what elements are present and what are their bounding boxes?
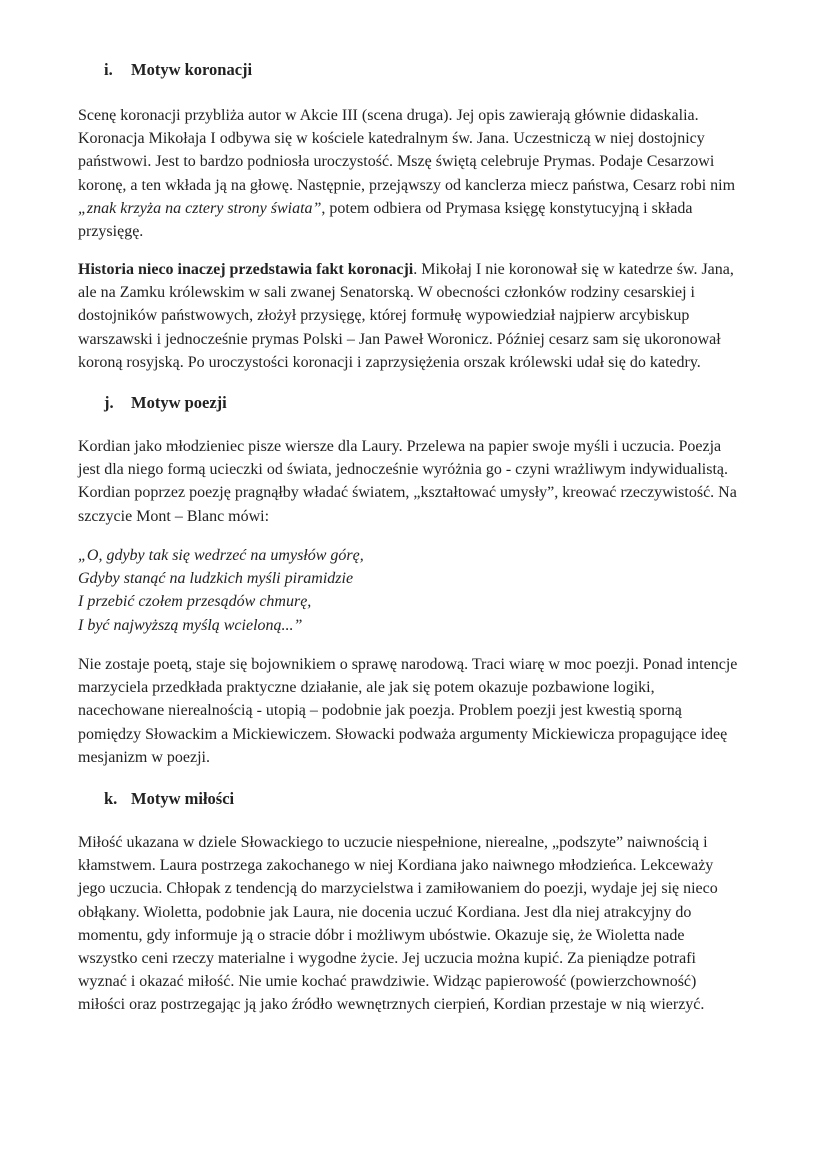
- text-line: [78, 481, 778, 504]
- text-line: [78, 723, 778, 746]
- text-segment: Koronacja Mikołaja I odbywa się w kościele katedralnym św. Jana. Uczestniczą w niej dostojnicy: [78, 130, 705, 148]
- text-line: [78, 854, 778, 877]
- italic-text: I być najwyższą myślą wcieloną...”: [78, 616, 303, 634]
- text-segment: ale na Zamku królewskim w sali zwanej Senatorską. W obecności członków rodziny cesarskiej i: [78, 284, 695, 302]
- text-segment: Kordian jako młodzieniec pisze wiersze dla Laury. Przelewa na papier swoje myśli i uczucia. Poezja: [78, 438, 722, 455]
- text-line: [78, 970, 778, 993]
- text-line: [78, 281, 778, 304]
- text-segment: obłąkany. Wioletta, podobnie jak Laura, nie docenia uczuć Kordiana. Jest dla niej atrakcyjny do: [78, 903, 692, 921]
- section-heading-milosc: [104, 789, 234, 809]
- text-segment: przysięgę.: [78, 223, 144, 241]
- paragraph: [78, 831, 778, 1017]
- text-line: [78, 435, 778, 458]
- section-number: i.: [104, 60, 113, 79]
- paragraph: [78, 258, 778, 374]
- text-segment: marzyciela przedkłada praktyczne działanie, ale jak się potem okazuje pozbawione logiki,: [78, 679, 655, 697]
- section-title: Motyw koronacji: [131, 60, 253, 79]
- text-segment: nacechowane nierealnością - utopią – podobnie jak poezja. Problem poezji jest kwestią sporną: [78, 702, 682, 720]
- italic-text: I przebić czołem przesądów chmurę,: [78, 593, 312, 611]
- text-line: [78, 676, 778, 699]
- text-line: [78, 653, 778, 676]
- text-segment: wyznać i okazać miłość. Nie umie kochać prawdziwie. Widząc papierowość (powierzchowność): [78, 973, 697, 991]
- text-segment: Miłość ukazana w dziele Słowackiego to uczucie niespełnione, nierealne, „podszyte” naiwnością i: [78, 834, 708, 851]
- paragraph: [78, 435, 778, 528]
- text-segment: . Mikołaj I nie koronował się w katedrze św. Jana,: [413, 261, 734, 278]
- text-line: [78, 993, 778, 1016]
- italic-text: „znak krzyża na cztery strony świata”: [78, 199, 322, 217]
- text-segment: państwowi. Jest to bardzo podniosła uroczystość. Mszę świętą celebruje Prymas. Podaje Cesarzowi: [78, 153, 715, 171]
- text-line: [78, 746, 778, 769]
- text-line: [78, 458, 778, 481]
- text-line: [78, 197, 778, 220]
- text-segment: koronę, a ten wkłada ją na głowę. Następnie, przejąwszy od kanclerza miecz państwa, Cesarz robi nim: [78, 176, 736, 194]
- text-segment: szczycie Mont – Blanc mówi:: [78, 507, 270, 525]
- text-line: [78, 174, 778, 197]
- section-title: Motyw miłości: [131, 789, 235, 808]
- section-title: Motyw poezji: [131, 393, 227, 412]
- text-segment: kłamstwem. Laura postrzega zakochanego w niej Kordiana jako naiwnego młodzieńca. Lekceważy: [78, 857, 714, 875]
- text-line: [78, 614, 778, 637]
- text-line: [78, 304, 778, 327]
- text-line: [78, 947, 778, 970]
- text-line: [78, 505, 778, 528]
- text-line: [78, 150, 778, 173]
- text-segment: dostojników państwowych, złożył przysięgę, której formułę wypowiedział najpierw arcybiskup: [78, 307, 690, 325]
- italic-text: Gdyby stanąć na ludzkich myśli piramidzie: [78, 570, 354, 588]
- quote-stanza: [78, 544, 778, 637]
- text-line: [78, 127, 778, 150]
- text-line: [78, 104, 778, 127]
- text-line: [78, 351, 778, 374]
- text-segment: Kordian poprzez poezję pragnąłby władać światem, „kształtować umysły”, kreować rzeczywistość. Na: [78, 484, 737, 502]
- text-segment: miłości oraz postrzegając ją jako źródło wewnętrznych cierpień, Kordian przestaje w nią wierzyć.: [78, 996, 705, 1014]
- text-segment: Scenę koronacji przybliża autor w Akcie III (scena druga). Jej opis zawierają głównie didaskalia.: [78, 107, 699, 124]
- text-segment: koroną rosyjską. Po uroczystości koronacji i zaprzysiężenia orszak królewski udał się do katedry.: [78, 353, 701, 371]
- text-line: [78, 544, 778, 567]
- section-number: j.: [104, 393, 114, 412]
- text-line: [78, 220, 778, 243]
- paragraph: [78, 653, 778, 769]
- text-line: [78, 567, 778, 590]
- paragraph: [78, 104, 778, 243]
- bold-text: Historia nieco inaczej przedstawia fakt koronacji: [78, 261, 414, 278]
- text-line: [78, 590, 778, 613]
- text-line: [78, 901, 778, 924]
- text-segment: Nie zostaje poetą, staje się bojownikiem o sprawę narodową. Traci wiarę w moc poezji. Ponad intencje: [78, 656, 738, 673]
- text-line: [78, 877, 778, 900]
- italic-text: „O, gdyby tak się wedrzeć na umysłów górę,: [78, 547, 364, 564]
- section-number: k.: [104, 789, 118, 808]
- text-line: [78, 699, 778, 722]
- text-segment: pomiędzy Słowackim a Mickiewiczem. Słowacki podważa argumenty Mickiewicza propagujące ideę: [78, 725, 728, 743]
- text-segment: , potem odbiera od Prymasa księgę konstytucyjną i składa: [321, 199, 693, 217]
- text-segment: mesjanizm w poezji.: [78, 748, 210, 766]
- text-segment: wszystko ceni rzeczy materialne i wygodne życie. Jej uczucia można kupić. Za pieniądze potrafi: [78, 950, 696, 968]
- text-segment: jest dla niego formą ucieczki od świata, jednocześnie wyróżnia go - czyni wrażliwym indywidualistą.: [78, 461, 729, 479]
- text-line: [78, 328, 778, 351]
- text-line: [78, 924, 778, 947]
- text-line: [78, 831, 778, 854]
- text-line: [78, 258, 778, 281]
- section-heading-poezja: [104, 393, 227, 413]
- text-segment: momentu, gdy informuje ją o stracie dóbr i możliwym ubóstwie. Okazuje się, że Wioletta nade: [78, 926, 685, 944]
- text-segment: warszawski i jednocześnie prymas Polski – Jan Paweł Woronicz. Później cesarz sam się ukoronował: [78, 330, 721, 348]
- section-heading-koronacja: [104, 60, 252, 80]
- text-segment: jego uczucia. Chłopak z tendencją do marzycielstwa i zamiłowaniem do poezji, wydaje jej się nieco: [78, 880, 718, 898]
